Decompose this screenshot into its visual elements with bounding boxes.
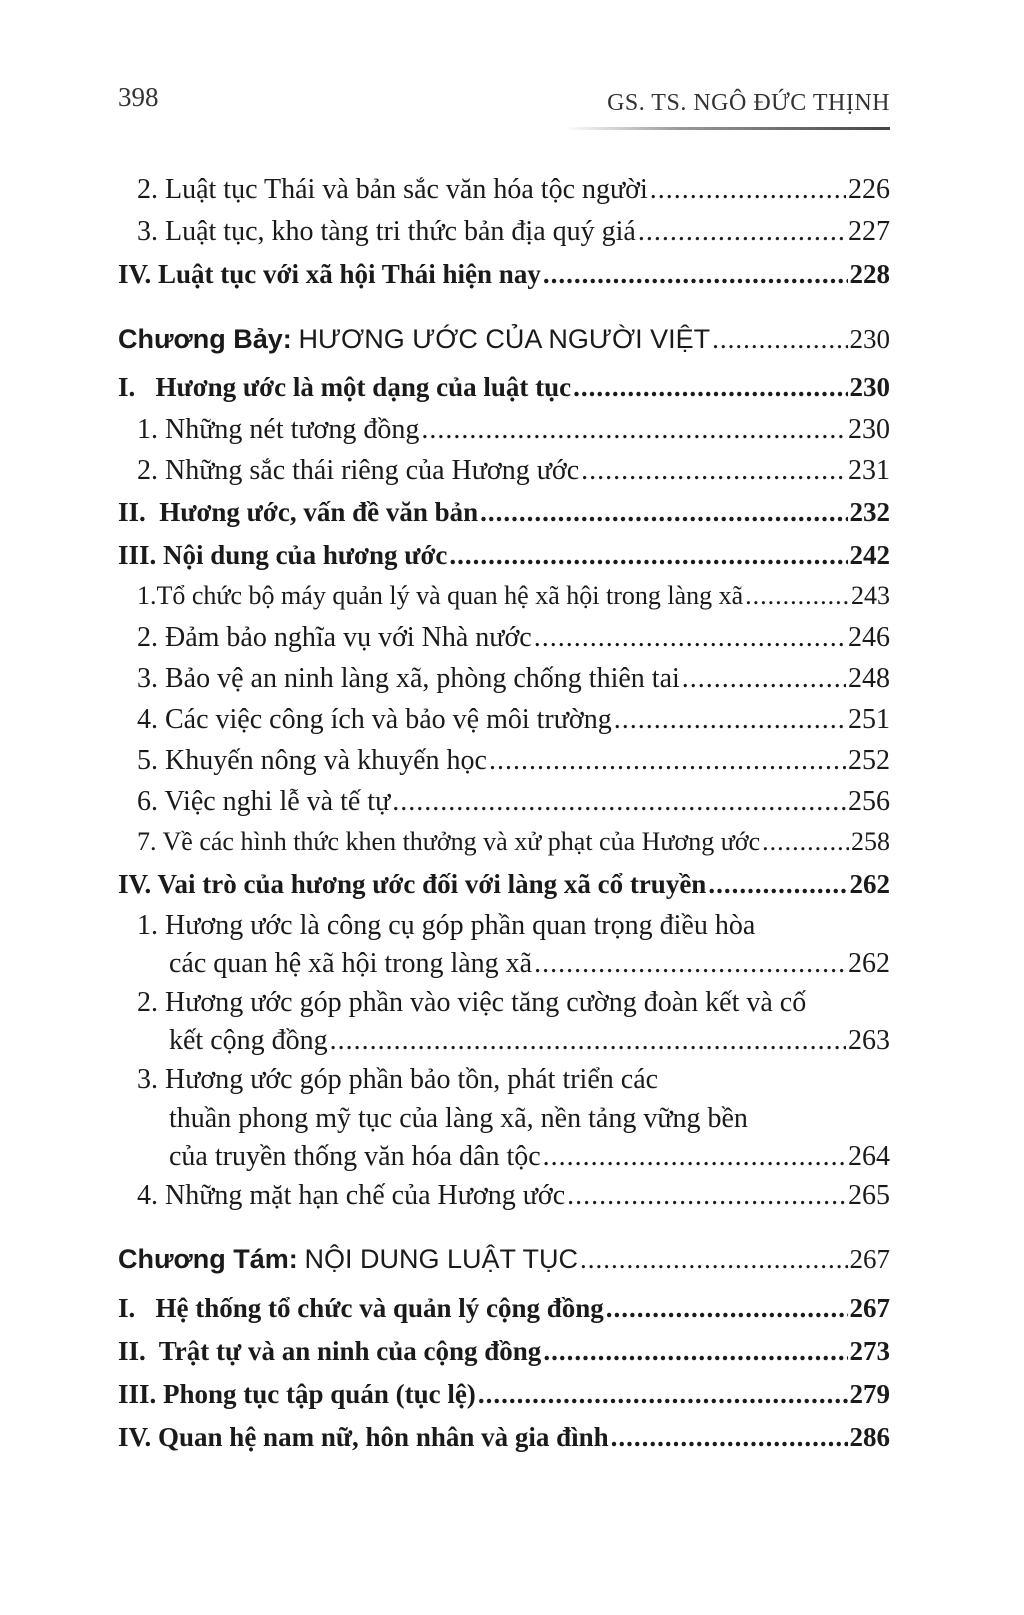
toc-entry-page: 252 (848, 745, 890, 776)
toc-entry-page: 251 (848, 704, 890, 735)
toc-section-page: 279 (849, 1379, 890, 1409)
toc-leader-dots (581, 455, 846, 487)
toc-leader-dots (534, 948, 846, 980)
toc-entry (137, 1180, 890, 1212)
toc-entry-label: 3. Bảo vệ an ninh làng xã, phòng chống thiên tai (137, 663, 680, 694)
toc-chapter (118, 324, 890, 355)
running-header-author: GS. TS. NGÔ ĐỨC THỊNH (607, 90, 890, 116)
running-header (118, 82, 890, 126)
toc-section-page: 230 (849, 372, 890, 402)
toc-section-page: 228 (849, 259, 890, 289)
toc-entry-label: 4. Những mặt hạn chế của Hương ước (137, 1180, 566, 1211)
toc-leader-dots (543, 259, 848, 290)
toc-leader-dots (611, 1422, 848, 1453)
toc-entry-label: 3. Luật tục, kho tàng tri thức bản địa quý giá (137, 216, 636, 247)
toc-section (118, 1336, 890, 1367)
toc-section (118, 497, 890, 528)
toc-entry-label: 7. Về các hình thức khen thưởng và xử phạt của Hương ước (137, 827, 761, 856)
toc-section-label: I. Hệ thống tổ chức và quản lý cộng đồng (118, 1293, 604, 1323)
toc-leader-dots (449, 540, 847, 571)
toc-chapter-label (118, 324, 710, 355)
toc-leader-dots (650, 174, 846, 206)
toc-section-page: 273 (849, 1336, 890, 1366)
toc-chapter-page: 267 (849, 1244, 890, 1274)
toc-section (118, 259, 890, 290)
toc-chapter-page: 230 (849, 324, 890, 354)
toc-leader-dots (762, 827, 849, 857)
toc-entry (137, 786, 890, 818)
toc-entry (137, 745, 890, 777)
chapter-title: HƯƠNG ƯỚC CỦA NGƯỜI VIỆT (298, 324, 711, 354)
toc-entry (137, 581, 890, 611)
toc-leader-dots (534, 622, 846, 654)
toc-chapter (118, 1244, 890, 1275)
toc-leader-dots (543, 1336, 847, 1367)
toc-entry-label: 1. Những nét tương đồng (137, 414, 420, 445)
toc-entry-label: 4. Các việc công ích và bảo vệ môi trường (137, 704, 612, 735)
toc-entry-page: 256 (848, 786, 890, 817)
chapter-title: NỘI DUNG LUẬT TỤC (304, 1244, 579, 1274)
toc-leader-dots (489, 745, 846, 777)
toc-entry (137, 174, 890, 206)
toc-entry-page: 230 (848, 414, 890, 445)
toc-entry-page: 263 (848, 1025, 890, 1056)
toc-entry-page: 226 (848, 174, 890, 205)
toc-section-page: 267 (849, 1293, 890, 1323)
toc-entry-page: 258 (851, 827, 890, 856)
toc-leader-dots (682, 663, 846, 695)
toc-section-page: 242 (849, 540, 890, 570)
toc-leader-dots (606, 1293, 848, 1324)
toc-entry-label: 2. Luật tục Thái và bản sắc văn hóa tộc người (137, 174, 648, 205)
toc-leader-dots (392, 786, 846, 818)
toc-leader-dots (480, 497, 847, 528)
chapter-word: Chương Tám: (118, 1244, 298, 1274)
toc-leader-dots (638, 216, 846, 248)
toc-entry (137, 414, 890, 446)
toc-entry-label: kết cộng đồng (169, 1025, 328, 1056)
toc-entry (137, 827, 890, 857)
toc-entry (169, 1141, 890, 1173)
toc-entry-page: 262 (848, 948, 890, 979)
toc-section-label: II. Trật tự và an ninh của cộng đồng (118, 1336, 542, 1366)
toc-entry (169, 948, 890, 980)
toc-leader-dots (712, 324, 847, 355)
toc-leader-dots (567, 1180, 846, 1212)
toc-leader-dots (573, 372, 847, 403)
toc-section (118, 372, 890, 403)
toc-section-label: IV. Quan hệ nam nữ, hôn nhân và gia đình (118, 1422, 609, 1452)
toc-entry-page: 264 (848, 1141, 890, 1172)
toc-entry-page: 246 (848, 622, 890, 653)
toc-section-label: IV. Vai trò của hương ước đối với làng xã cổ truyền (118, 869, 707, 899)
toc-section (118, 1293, 890, 1324)
toc-entry (137, 663, 890, 695)
toc-entry (169, 1025, 890, 1057)
toc-section-label: I. Hương ước là một dạng của luật tục (118, 372, 572, 402)
toc-entry-page: 248 (848, 663, 890, 694)
toc-leader-dots (580, 1244, 847, 1275)
toc-chapter-label (118, 1244, 578, 1275)
toc-entry-label: 6. Việc nghi lễ và tế tự (137, 786, 391, 817)
toc-entry-label: các quan hệ xã hội trong làng xã (169, 948, 533, 979)
toc-leader-dots (330, 1025, 846, 1057)
toc-entry (137, 216, 890, 248)
toc-section-page: 262 (849, 869, 890, 899)
toc-entry-line: 1. Hương ước là công cụ góp phần quan trọng điều hòa (137, 910, 756, 941)
toc-entry (137, 622, 890, 654)
toc-entry-label: 1.Tổ chức bộ máy quản lý và quan hệ xã hội trong làng xã (137, 581, 744, 610)
toc-entry-label: của truyền thống văn hóa dân tộc (169, 1141, 541, 1172)
toc-leader-dots (478, 1379, 848, 1410)
toc-section-label: III. Phong tục tập quán (tục lệ) (118, 1379, 476, 1409)
toc-leader-dots (708, 869, 847, 900)
toc-entry-line: 3. Hương ước góp phần bảo tồn, phát triển các (137, 1064, 659, 1095)
toc-entry-page: 227 (848, 216, 890, 247)
toc-entry-line: thuần phong mỹ tục của làng xã, nền tảng vững bền (169, 1103, 748, 1134)
page-number: 398 (118, 82, 159, 112)
chapter-word: Chương Bảy: (118, 324, 292, 354)
toc-entry-label: 2. Đảm bảo nghĩa vụ với Nhà nước (137, 622, 532, 653)
toc-section (118, 1379, 890, 1410)
header-rule (565, 127, 890, 130)
toc-entry-page: 243 (851, 581, 890, 610)
toc-entry-page: 265 (848, 1180, 890, 1211)
toc-section (118, 1422, 890, 1453)
toc-leader-dots (745, 581, 849, 611)
toc-entry-line: 2. Hương ước góp phần vào việc tăng cường đoàn kết và cố (137, 987, 807, 1018)
toc-leader-dots (614, 704, 846, 736)
toc-entry-label: 2. Những sắc thái riêng của Hương ước (137, 455, 580, 486)
toc-section-page: 286 (849, 1422, 890, 1452)
toc-section-label: II. Hương ước, vấn đề văn bản (118, 497, 479, 527)
toc-entry-page: 231 (848, 455, 890, 486)
toc-section (118, 869, 890, 900)
toc-section-page: 232 (849, 497, 890, 527)
toc-entry (137, 704, 890, 736)
toc-entry-label: 5. Khuyến nông và khuyến học (137, 745, 487, 776)
toc-section-label: III. Nội dung của hương ước (118, 540, 448, 570)
toc-section-label: IV. Luật tục với xã hội Thái hiện nay (118, 259, 541, 289)
toc-leader-dots (543, 1141, 846, 1173)
toc-leader-dots (421, 414, 846, 446)
toc-entry (137, 455, 890, 487)
toc-section (118, 540, 890, 571)
